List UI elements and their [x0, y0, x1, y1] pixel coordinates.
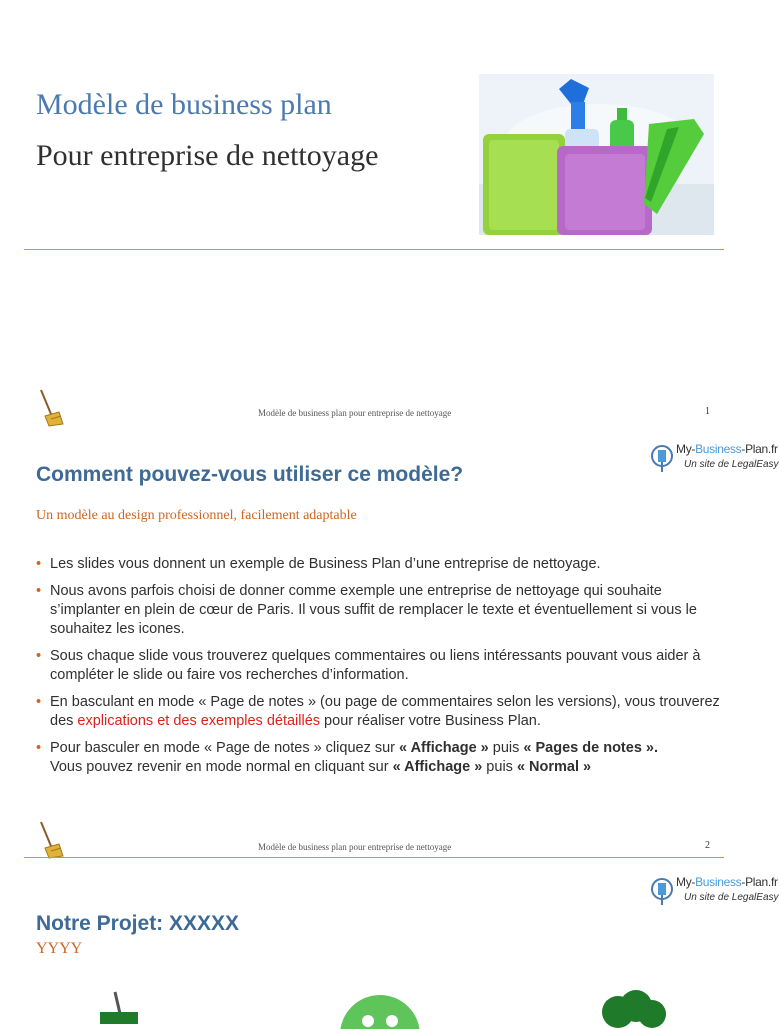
- footer-text: Modèle de business plan pour entreprise de nettoyage: [258, 842, 452, 852]
- list-item: [34, 739, 734, 777]
- menu-reference: « Normal »: [516, 759, 592, 775]
- slide-title: Modèle de business plan: [36, 88, 332, 121]
- logo-prefix: My-: [676, 442, 696, 456]
- page-number: 1: [705, 406, 710, 417]
- list-item-text: Pour basculer en mode « Page de notes » cliquez sur: [50, 740, 400, 756]
- list-item-text: puis: [482, 759, 517, 775]
- instructions-list: [34, 555, 734, 785]
- footer-text: Modèle de business plan pour entreprise de nettoyage: [258, 408, 452, 418]
- list-item: • Les slides vous donnent un exemple de Business Plan d’une entreprise de nettoyage.: [34, 555, 734, 574]
- menu-reference: « Affichage »: [399, 740, 489, 756]
- list-item: [34, 693, 734, 731]
- slide-subtitle: Pour entreprise de nettoyage: [36, 139, 379, 172]
- slide-heading: Notre Projet: XXXXX: [36, 912, 240, 935]
- menu-reference: « Pages de notes ».: [523, 740, 659, 756]
- list-item-text: puis: [488, 740, 524, 756]
- page-divider: [24, 857, 724, 858]
- smiley-icon: [340, 995, 420, 1029]
- logo-tagline: Un site de LegalEasy: [684, 892, 779, 903]
- my-business-plan-logo: [650, 873, 779, 909]
- slide-heading: Comment pouvez-vous utiliser ce modèle?: [36, 463, 464, 486]
- slide-subheading: Un modèle au design professionnel, facilement adaptable: [36, 508, 357, 523]
- logo-suffix: -Plan.fr: [741, 875, 778, 889]
- list-item: • Nous avons parfois choisi de donner comme exemple une entreprise de nettoyage qui souhaite s’implanter en plein de cœur de Paris. Il vous suffit de remplacer le texte et éventuellement si vous le souhaitez les icones.: [34, 582, 734, 639]
- logo-suffix: -Plan.fr: [741, 442, 778, 456]
- list-item-text: En basculant en mode « Page de notes » (ou page de commentaires selon les versions), vous trouverez des: [50, 694, 720, 729]
- broom-icon: [37, 820, 67, 860]
- menu-reference: « Affichage »: [392, 759, 483, 775]
- slide-subheading: YYYY: [36, 940, 83, 957]
- list-item: • Sous chaque slide vous trouverez quelques commentaires ou liens intéressants pouvant vous aider à compléter le slide ou faire vos recherches d’information.: [34, 647, 734, 685]
- highlighted-text: explications et des exemples détaillés: [77, 713, 321, 729]
- my-business-plan-logo: [650, 440, 779, 476]
- logo-highlight: Business: [695, 875, 742, 889]
- list-item-text: pour réaliser votre Business Plan.: [320, 713, 541, 729]
- broom-icon: [37, 388, 67, 428]
- cleaning-supplies-photo: [479, 74, 714, 235]
- tree-icon: [596, 990, 670, 1029]
- logo-tagline: Un site de LegalEasy: [684, 459, 779, 470]
- page-number: 2: [705, 840, 710, 851]
- logo-highlight: Business: [695, 442, 742, 456]
- list-item-text: Vous pouvez revenir en mode normal en cliquant sur: [50, 759, 393, 775]
- logo-prefix: My-: [676, 875, 696, 889]
- bucket-icon: [95, 990, 145, 1029]
- slide-divider: [24, 249, 724, 250]
